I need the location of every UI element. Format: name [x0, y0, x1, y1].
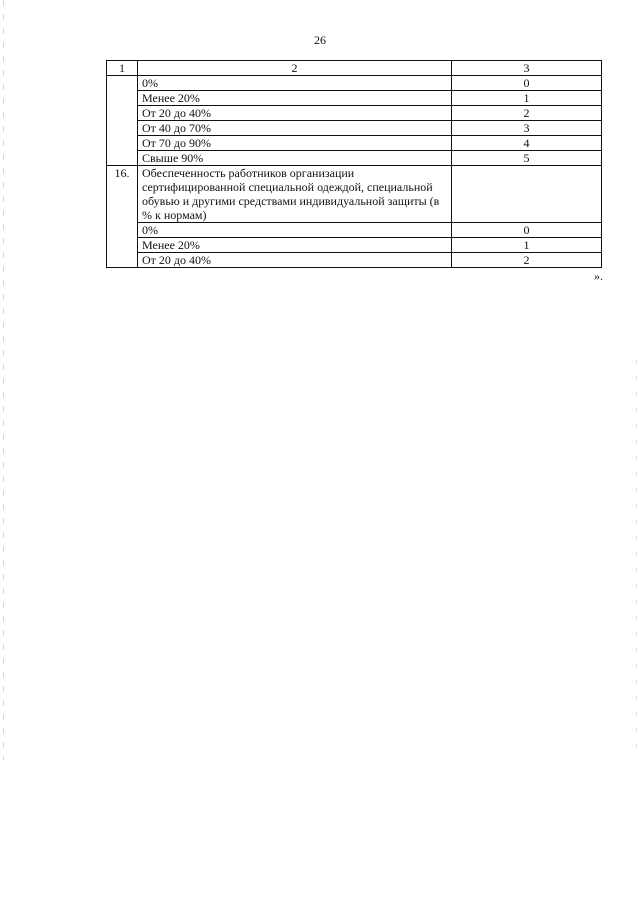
scan-edge-left [3, 0, 4, 760]
table-row [107, 223, 602, 238]
row-score: 3 [452, 121, 602, 136]
row-score: 1 [452, 238, 602, 253]
row-score: 0 [452, 76, 602, 91]
header-col-1: 1 [107, 61, 138, 76]
table-row [107, 91, 602, 106]
criteria-table [106, 60, 602, 268]
row-score: 2 [452, 106, 602, 121]
table-row [107, 151, 602, 166]
header-col-2: 2 [138, 61, 452, 76]
table-row [107, 76, 602, 91]
row-label: От 70 до 90% [138, 136, 452, 151]
item-number-empty [107, 76, 138, 166]
row-label: Менее 20% [138, 238, 452, 253]
row-label: 0% [138, 76, 452, 91]
row-label: Свыше 90% [138, 151, 452, 166]
row-label: От 20 до 40% [138, 106, 452, 121]
row-score: 5 [452, 151, 602, 166]
item-16-title-score-empty [452, 166, 602, 223]
table-row [107, 238, 602, 253]
item-16-title-row [107, 166, 602, 223]
table-header-row [107, 61, 602, 76]
table-row [107, 253, 602, 268]
row-label: Менее 20% [138, 91, 452, 106]
page-number: 26 [314, 33, 326, 47]
row-label: 0% [138, 223, 452, 238]
table-row [107, 121, 602, 136]
row-score: 1 [452, 91, 602, 106]
table-row [107, 136, 602, 151]
table-row [107, 106, 602, 121]
closing-quote-mark: ». [594, 269, 603, 283]
row-score: 2 [452, 253, 602, 268]
row-label: От 40 до 70% [138, 121, 452, 136]
scan-edge-right [636, 360, 637, 750]
row-label: От 20 до 40% [138, 253, 452, 268]
row-score: 4 [452, 136, 602, 151]
item-16-number: 16. [107, 166, 138, 268]
item-16-title: Обеспеченность работников организации сертифицированной специальной одеждой, специальной обувью и другими средствами индивидуальной защиты (в % к нормам) [138, 166, 452, 223]
header-col-3: 3 [452, 61, 602, 76]
row-score: 0 [452, 223, 602, 238]
